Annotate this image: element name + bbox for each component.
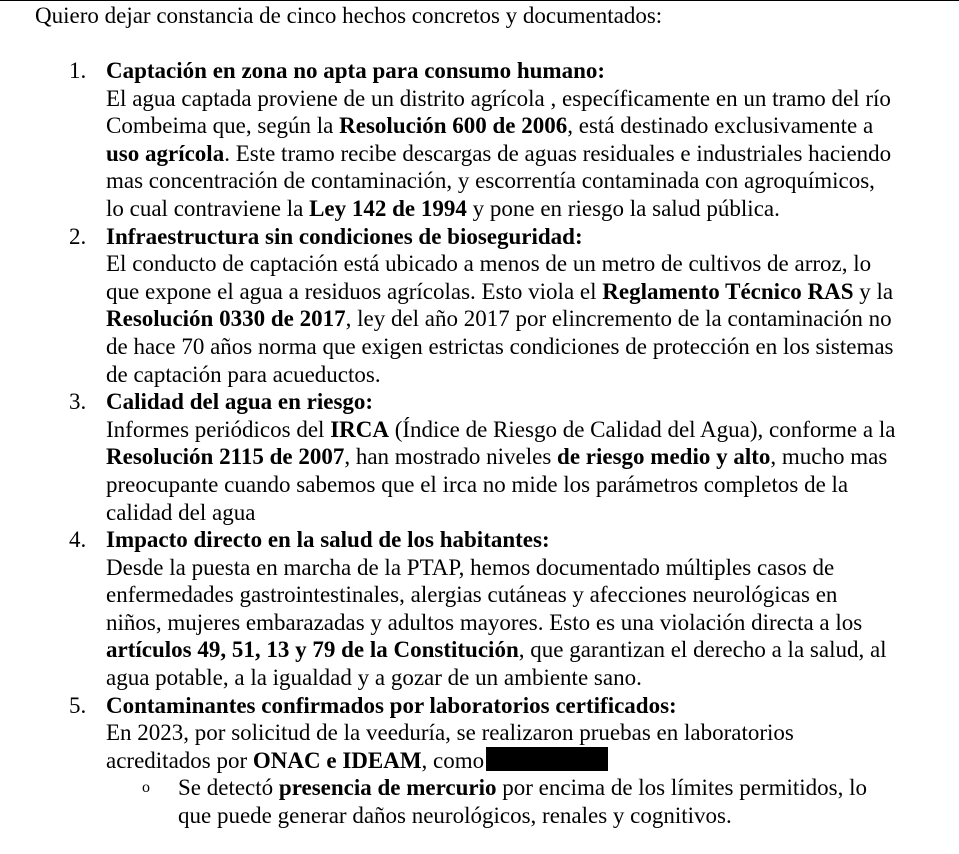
bold-emphasis: presencia de mercurio bbox=[278, 775, 497, 801]
fact-heading: Impacto directo en la salud de los habitantes: bbox=[106, 527, 550, 553]
fact-body: El agua captada proviene de un distrito agrícola , específicamente en un tramo del río Combeima que, según la Resolución 600 de 2006, está destinado exclusivamente a uso agrícola. Este tramo recibe descargas de aguas residuales e industriales haciendo mas concentración de contaminación, y escorrentía contaminada con agroquímicos, lo cual contraviene la Ley 142 de 1994 y pone en riesgo la salud pública. bbox=[106, 85, 892, 221]
fact-heading: Infraestructura sin condiciones de bioseguridad: bbox=[106, 223, 583, 249]
fact-item-2 bbox=[0, 223, 896, 389]
fact-item-5 bbox=[0, 692, 896, 830]
fact-heading: Captación en zona no apta para consumo humano: bbox=[106, 58, 606, 83]
bold-emphasis: Resolución 0330 de 2017 bbox=[106, 306, 346, 332]
intro-text: Quiero dejar constancia de cinco hechos concretos y documentados: bbox=[35, 3, 663, 28]
fact-number: 4. bbox=[69, 527, 87, 553]
fact-number: 2. bbox=[69, 223, 87, 249]
fact-number: 5. bbox=[69, 692, 87, 718]
sub-bullet-text: Se detectó presencia de mercurio por encima de los límites permitidos, lo que puede generar daños neurológicos, renales y cognitivos. bbox=[178, 775, 868, 829]
bold-emphasis: de riesgo medio y alto bbox=[557, 444, 771, 470]
bold-emphasis: artículos 49, 51, 13 y 79 de la Constitución bbox=[106, 637, 519, 663]
bullet-marker: o bbox=[142, 779, 150, 797]
fact-item-1 bbox=[0, 57, 896, 223]
fact-item-3 bbox=[0, 388, 896, 526]
sub-bullet-item bbox=[106, 774, 896, 829]
bold-emphasis: Resolución 600 de 2006 bbox=[339, 113, 568, 139]
bold-emphasis: Ley 142 de 1994 bbox=[309, 195, 467, 221]
fact-heading: Contaminantes confirmados por laboratorios certificados: bbox=[106, 692, 677, 718]
fact-heading: Calidad del agua en riesgo: bbox=[106, 389, 374, 415]
facts-list bbox=[0, 57, 959, 830]
bold-emphasis: IRCA bbox=[330, 416, 389, 442]
fact-body: El conducto de captación está ubicado a menos de un metro de cultivos de arroz, lo que expone el agua a residuos agrícolas. Esto viola el Reglamento Técnico RAS y la Resolución 0330 de 2017, ley del año 2017 por elincremento de la contaminación no de hace 70 años norma que exigen estrictas condiciones de protección en los sistemas de captación para acueductos. bbox=[106, 251, 894, 387]
fact-item-4 bbox=[0, 526, 896, 692]
bold-emphasis: uso agrícola bbox=[106, 140, 225, 166]
fact-body: Informes periódicos del IRCA (Índice de Riesgo de Calidad del Agua), conforme a la Resolución 2115 de 2007, han mostrado niveles de riesgo medio y alto, mucho mas preocupante cuando sabemos que el irca no mide los parámetros completos de la calidad del agua bbox=[106, 416, 896, 525]
fact-body: Desde la puesta en marcha de la PTAP, hemos documentado múltiples casos de enfermedades gastrointestinales, alergias cutáneas y afecciones neurológicas en niños, mujeres embarazadas y adultos mayores. Esto es una violación directa a los artículos 49, 51, 13 y 79 de la Constitución, que garantizan el derecho a la salud, al agua potable, a la igualdad y a gozar de un ambiente sano. bbox=[106, 554, 887, 691]
fact-number: 1. bbox=[69, 58, 87, 83]
redaction-box bbox=[486, 747, 608, 771]
top-border-line bbox=[0, 0, 959, 1]
fact-number: 3. bbox=[69, 389, 87, 415]
bold-emphasis: ONAC e IDEAM bbox=[252, 747, 422, 773]
bold-emphasis: Reglamento Técnico RAS bbox=[602, 278, 854, 304]
fact-body: En 2023, por solicitud de la veeduría, se realizaron pruebas en laboratorios acreditados por ONAC e IDEAM, como bbox=[106, 720, 794, 773]
bold-emphasis: Resolución 2115 de 2007 bbox=[106, 444, 345, 470]
